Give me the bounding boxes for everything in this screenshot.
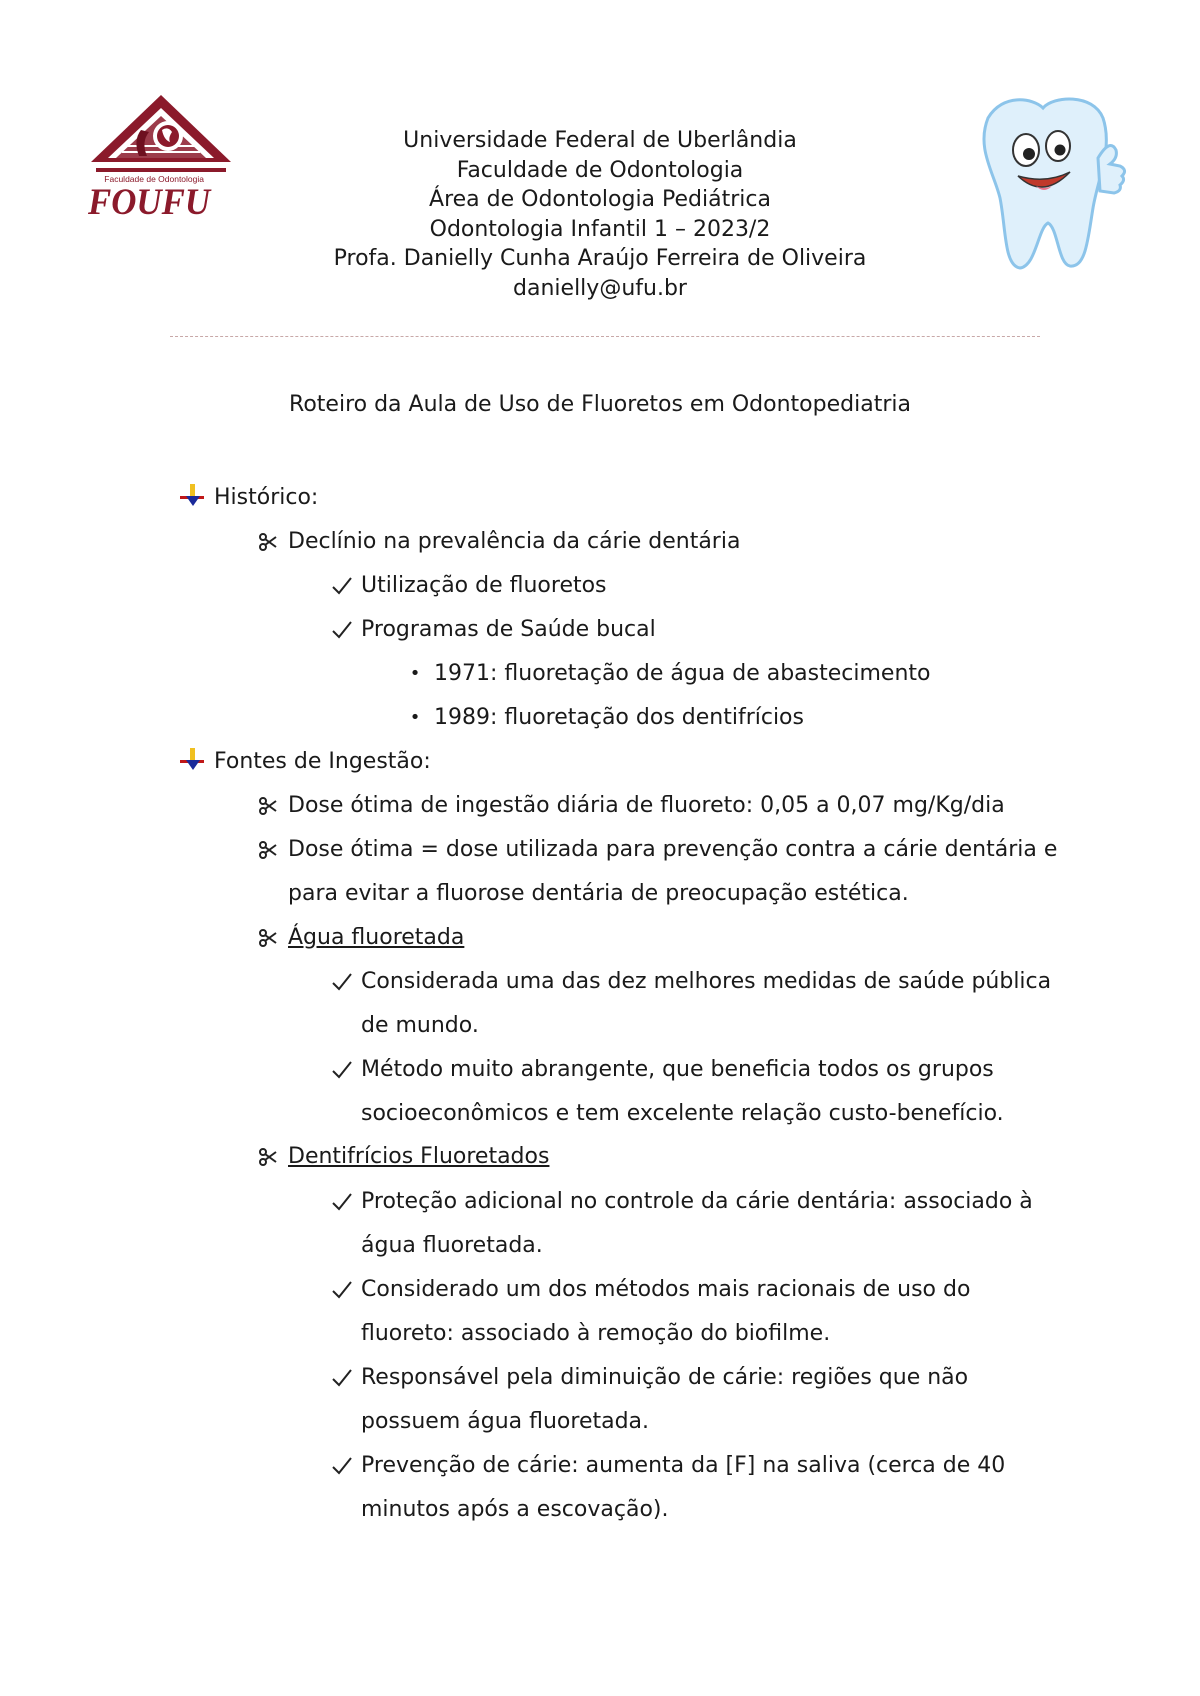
list-item-text: Prevenção de cárie: aumenta da [F] na saliva (cerca de 40 <box>361 1453 1006 1478</box>
section-fontes <box>214 748 431 776</box>
scissors-bullet-icon <box>254 836 284 864</box>
list-item-continuation: de mundo. <box>361 1013 479 1038</box>
list-item <box>288 836 1057 864</box>
list-item <box>409 660 931 688</box>
list-item <box>361 1056 994 1084</box>
section-historico <box>214 484 318 512</box>
checkmark-bullet-icon <box>327 1188 357 1216</box>
header-university: Universidade Federal de Uberlândia <box>403 128 797 153</box>
list-item-continuation: água fluoretada. <box>361 1233 543 1258</box>
header-email: danielly@ufu.br <box>513 275 687 301</box>
checkmark-bullet-icon <box>327 1364 357 1392</box>
list-item <box>409 704 804 732</box>
header-course: Odontologia Infantil 1 – 2023/2 <box>429 216 771 242</box>
list-item <box>361 572 607 600</box>
list-item-text: Proteção adicional no controle da cárie dentária: associado à <box>361 1189 1033 1214</box>
list-item <box>361 968 1051 996</box>
list-item-continuation: minutos após a escovação). <box>361 1497 669 1522</box>
list-item-text: Considerado um dos métodos mais racionais de uso do <box>361 1277 971 1302</box>
list-item-text: 1989: fluoretação dos dentifrícios <box>434 705 804 730</box>
dentifricios-heading: Dentifrícios Fluoretados <box>288 1144 550 1169</box>
list-item-text: Dose ótima = dose utilizada para prevenção contra a cárie dentária e <box>288 837 1058 862</box>
checkmark-bullet-icon <box>327 572 357 600</box>
subsection-dentifricios <box>288 1143 549 1171</box>
list-item-text: Método muito abrangente, que beneficia todos os grupos <box>361 1057 994 1082</box>
tooth-mascot-thumbs-up-icon <box>958 88 1133 278</box>
agua-heading: Água fluoretada <box>288 925 465 950</box>
list-item-text: Dose ótima de ingestão diária de fluoreto: 0,05 a 0,07 mg/Kg/dia <box>288 793 1005 818</box>
list-item <box>288 792 1005 820</box>
list-item-text: 1971: fluoretação de água de abastecimento <box>434 661 931 686</box>
list-item <box>361 616 656 644</box>
header-faculty: Faculdade de Odontologia <box>456 157 744 183</box>
scissors-bullet-icon <box>254 792 284 820</box>
header-divider <box>170 336 1040 337</box>
checkmark-bullet-icon <box>327 1056 357 1084</box>
list-item-text: Utilização de fluoretos <box>361 573 607 598</box>
list-item-continuation: socioeconômicos e tem excelente relação custo-benefício. <box>361 1101 1004 1126</box>
checkmark-bullet-icon <box>327 616 357 644</box>
list-item-continuation: para evitar a fluorose dentária de preocupação estética. <box>288 881 909 906</box>
logo-title: FOUFU <box>87 182 213 223</box>
scissors-bullet-icon <box>254 924 284 952</box>
checkmark-bullet-icon <box>327 1452 357 1480</box>
list-item <box>361 1452 1005 1480</box>
dot-bullet-icon: • <box>409 663 421 684</box>
list-item-text: Programas de Saúde bucal <box>361 617 656 642</box>
list-item <box>361 1276 970 1304</box>
subsection-agua <box>288 924 464 952</box>
header-professor: Profa. Danielly Cunha Araújo Ferreira de Oliveira <box>333 246 867 272</box>
historico-heading: Histórico: <box>214 485 319 510</box>
scissors-bullet-icon <box>254 1143 284 1171</box>
list-item-continuation: fluoreto: associado à remoção do biofilme. <box>361 1321 831 1346</box>
arrow-bullet-icon <box>178 482 208 510</box>
scissors-bullet-icon <box>254 528 284 556</box>
list-item-text: Responsável pela diminuição de cárie: regiões que não <box>361 1365 969 1390</box>
fontes-heading: Fontes de Ingestão: <box>214 749 431 774</box>
list-item <box>288 528 740 556</box>
list-item-text: Declínio na prevalência da cárie dentária <box>288 529 741 554</box>
arrow-bullet-icon <box>178 746 208 774</box>
header-block <box>300 126 900 304</box>
list-item <box>361 1364 968 1392</box>
logo-caption: Faculdade de Odontologia <box>104 174 204 184</box>
foufu-logo-icon <box>86 90 236 230</box>
header-area: Área de Odontologia Pediátrica <box>429 187 771 213</box>
page-title: Roteiro da Aula de Uso de Fluoretos em Odontopediatria <box>289 392 911 417</box>
list-item-text: Considerada uma das dez melhores medidas de saúde pública <box>361 969 1052 994</box>
checkmark-bullet-icon <box>327 1276 357 1304</box>
checkmark-bullet-icon <box>327 968 357 996</box>
dot-bullet-icon: • <box>409 707 421 728</box>
list-item <box>361 1188 1033 1216</box>
list-item-continuation: possuem água fluoretada. <box>361 1409 650 1434</box>
